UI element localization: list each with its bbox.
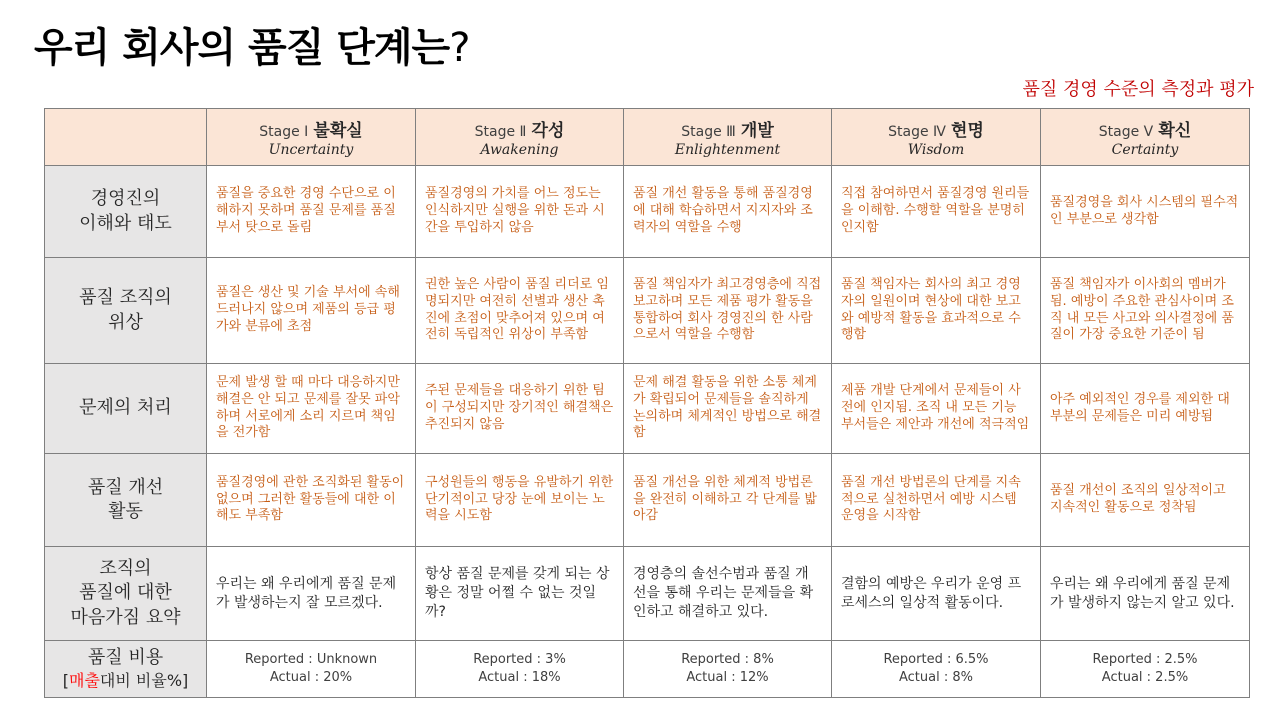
- table-cell: 품질 책임자는 회사의 최고 경영자의 일원이며 현상에 대한 보고와 예방적 활동을 효과적으로 수행함: [832, 258, 1041, 364]
- stage-header: [624, 109, 832, 166]
- page-title-text: 우리 회사의 품질 단계는: [34, 25, 450, 71]
- highlight-text: 매출: [68, 671, 100, 691]
- table-cell: 우리는 왜 우리에게 품질 문제가 발생하지 않는지 알고 있다.: [1041, 547, 1250, 641]
- row-header: [45, 454, 207, 547]
- cost-cell: [207, 641, 416, 698]
- table-cell: 품질을 중요한 경영 수단으로 이해하지 못하며 품질 문제를 품질 부서 탓으로 돌림: [207, 166, 416, 258]
- row-header-line: 마음가짐 요약: [70, 606, 181, 628]
- actual-value: Actual : 8%: [899, 670, 973, 685]
- page-title: [34, 16, 469, 73]
- table-cell: 경영층의 솔선수범과 품질 개선을 통해 우리는 문제들을 확인하고 해결하고 있다.: [624, 547, 832, 641]
- table-row: [45, 547, 1250, 641]
- row-header-line: 위상: [108, 311, 143, 333]
- row-header: [45, 364, 207, 454]
- stage-english-name: Wisdom: [907, 142, 965, 158]
- reported-value: Reported : 2.5%: [1092, 652, 1198, 668]
- stage-header: [207, 109, 416, 166]
- stage-header: [1041, 109, 1250, 166]
- stage-name: Stage Ⅲ: [681, 124, 736, 140]
- table-cell: 항상 품질 문제를 갖게 되는 상황은 정말 어쩔 수 없는 것일까?: [416, 547, 624, 641]
- stage-english-name: Enlightenment: [674, 142, 781, 158]
- row-header-line: 품질 개선: [87, 476, 164, 498]
- row-header: [45, 166, 207, 258]
- row-header-line: 활동: [108, 501, 143, 522]
- stage-english-name: Certainty: [1111, 142, 1179, 158]
- row-header: [45, 641, 207, 698]
- stage-name: Stage Ⅳ: [888, 124, 946, 140]
- table-cell: 품질경영에 관한 조직화된 활동이 없으며 그러한 활동들에 대한 이해도 부족함: [207, 454, 416, 547]
- table-cell: 아주 예외적인 경우를 제외한 대부분의 문제들은 미리 예방됨: [1041, 364, 1250, 454]
- table-row: [45, 364, 1250, 454]
- table-cell: 결함의 예방은 우리가 운영 프로세스의 일상적 활동이다.: [832, 547, 1041, 641]
- reported-value: Reported : 3%: [473, 652, 566, 668]
- table-cell: 품질 개선이 조직의 일상적이고 지속적인 활동으로 정착됨: [1041, 454, 1250, 547]
- table-cell: 직접 참여하면서 품질경영 원리들을 이해함. 수행할 역할을 분명히 인지함: [832, 166, 1041, 258]
- row-header-line: 품질 비용: [87, 647, 164, 669]
- stage-korean-name: 현명: [951, 121, 984, 141]
- table-cell: 품질 개선 방법론의 단계를 지속적으로 실천하면서 예방 시스템 운영을 시작함: [832, 454, 1041, 547]
- table-cell: 품질은 생산 및 기술 부서에 속해 드러나지 않으며 제품의 등급 평가와 분류에 초점: [207, 258, 416, 364]
- row-header-line: [54, 670, 197, 692]
- quality-maturity-table: [44, 108, 1250, 698]
- row-header-line: 이해와 태도: [79, 212, 172, 234]
- table-cell: 주된 문제들을 대응하기 위한 팀이 구성되지만 장기적인 해결책은 추진되지 않음: [416, 364, 624, 454]
- row-header-line: 경영진의: [90, 188, 161, 210]
- cost-cell: [416, 641, 624, 698]
- reported-value: Reported : 6.5%: [883, 652, 989, 668]
- stage-korean-name: 확신: [1158, 121, 1192, 141]
- table-row: [45, 166, 1250, 258]
- table-row: [45, 454, 1250, 547]
- table-cell: 구성원들의 행동을 유발하기 위한 단기적이고 당장 눈에 보이는 노력을 시도함: [416, 454, 624, 547]
- page-title-mark: ?: [449, 25, 470, 71]
- stage-name: Stage Ⅱ: [474, 124, 527, 140]
- stage-header: [416, 109, 624, 166]
- page-subtitle: 품질 경영 수준의 측정과 평가: [1022, 79, 1254, 100]
- actual-value: Actual : 20%: [269, 670, 353, 685]
- actual-value: Actual : 2.5%: [1101, 670, 1189, 685]
- table-cell: 품질경영의 가치를 어느 정도는 인식하지만 실행을 위한 돈과 시간을 투입하지 않음: [416, 166, 624, 258]
- actual-value: Actual : 18%: [478, 670, 561, 685]
- row-header: [45, 258, 207, 364]
- cost-cell: [832, 641, 1041, 698]
- row-header-line: 품질 조직의: [79, 287, 172, 309]
- stage-english-name: Uncertainty: [268, 142, 354, 158]
- table-cell: 품질 개선을 위한 체계적 방법론을 완전히 이해하고 각 단계를 밟아감: [624, 454, 832, 547]
- reported-value: Reported : Unknown: [244, 652, 378, 668]
- stage-korean-name: 각성: [531, 121, 565, 141]
- stage-header-row: [45, 109, 1250, 166]
- stage-name: Stage Ⅰ: [259, 124, 309, 140]
- cost-cell: [624, 641, 832, 698]
- row-header: [45, 547, 207, 641]
- row-header-line: 조직의: [99, 558, 152, 580]
- quality-cost-row: [45, 641, 1250, 698]
- row-header-rest: 대비 비율%]: [99, 671, 189, 691]
- table-cell: 품질 개선 활동을 통해 품질경영에 대해 학습하면서 지지자와 조력자의 역할을 수행: [624, 166, 832, 258]
- cost-cell: [1041, 641, 1250, 698]
- table-cell: 문제 해결 활동을 위한 소통 체계가 확립되어 문제들을 솔직하게 논의하며 체계적인 방법으로 해결함: [624, 364, 832, 454]
- table-cell: 품질 책임자가 이사회의 멤버가 됨. 예방이 주요한 관심사이며 조직 내 모든 사고와 의사결정에 품질이 가장 중요한 기준이 됨: [1041, 258, 1250, 364]
- stage-header: [832, 109, 1041, 166]
- table-cell: 권한 높은 사람이 품질 리더로 임명되지만 여전히 선별과 생산 촉진에 초점이 맞추어져 있으며 여전히 독립적인 위상이 부족함: [416, 258, 624, 364]
- stage-korean-name: 불확실: [313, 121, 363, 141]
- row-header-line: 품질에 대한: [79, 582, 172, 604]
- table-cell: 품질경영을 회사 시스템의 필수적인 부분으로 생각함: [1041, 166, 1250, 258]
- table-cell: 우리는 왜 우리에게 품질 문제가 발생하는지 잘 모르겠다.: [207, 547, 416, 641]
- stage-name: Stage Ⅴ: [1098, 124, 1154, 140]
- stage-korean-name: 개발: [740, 121, 774, 141]
- bracket-open: [: [62, 671, 69, 691]
- stage-english-name: Awakening: [480, 142, 559, 158]
- table-row: [45, 258, 1250, 364]
- row-header-line: 문제의 처리: [79, 397, 172, 419]
- corner-cell: [45, 109, 207, 166]
- table-cell: 문제 발생 할 때 마다 대응하지만 해결은 안 되고 문제를 잘못 파악하며 서로에게 소리 지르며 책임을 전가함: [207, 364, 416, 454]
- reported-value: Reported : 8%: [681, 652, 774, 668]
- table-cell: 제품 개발 단계에서 문제들이 사전에 인지됨. 조직 내 모든 기능 부서들은 제안과 개선에 적극적임: [832, 364, 1041, 454]
- actual-value: Actual : 12%: [686, 670, 769, 685]
- table-cell: 품질 책임자가 최고경영층에 직접 보고하며 모든 제품 평가 활동을 통합하여 회사 경영진의 한 사람으로서 역할을 수행함: [624, 258, 832, 364]
